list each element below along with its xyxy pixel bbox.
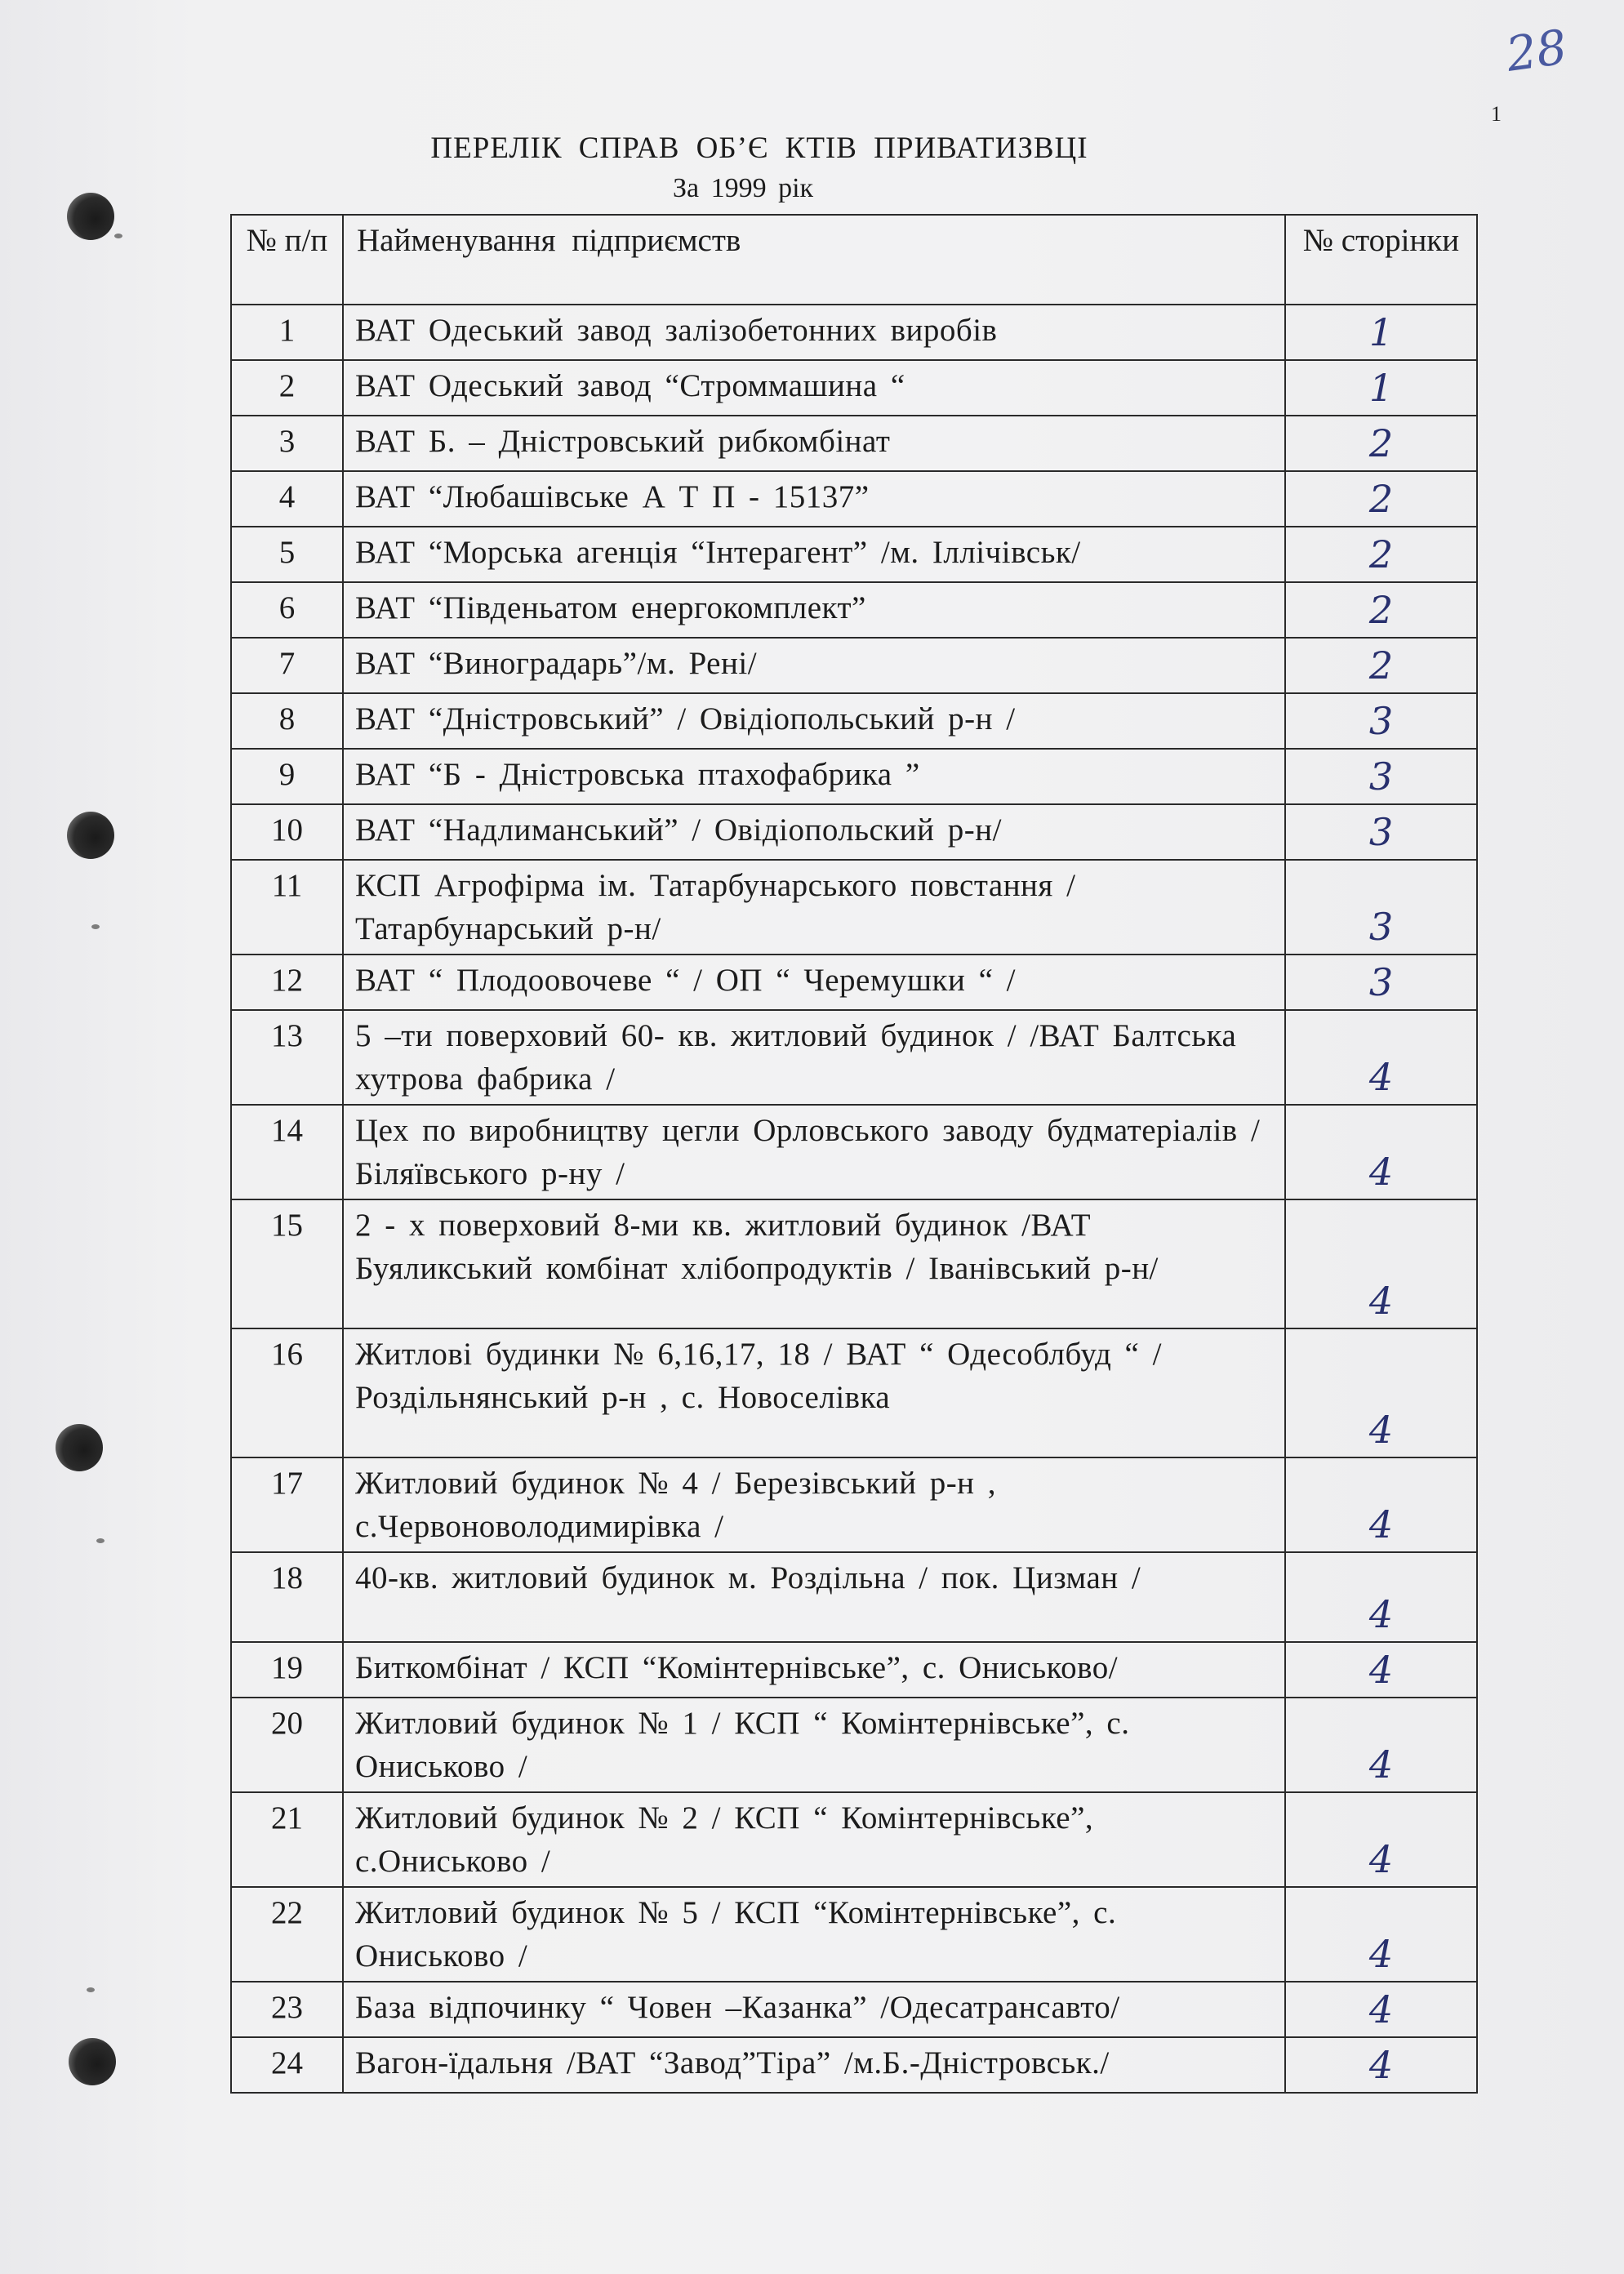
row-number: 24 [231, 2037, 343, 2093]
page-reference: 3 [1285, 749, 1477, 804]
page-reference: 2 [1285, 416, 1477, 471]
document-title: ПЕРЕЛІК СПРАВ ОБ’Є КТІВ ПРИВАТИЗВЦІ [430, 131, 1088, 165]
enterprise-name: ВАТ “Південьатом енергокомплект” [343, 582, 1285, 638]
page-number: 1 [1491, 102, 1502, 126]
enterprise-name: ВАТ “Виноградарь”/м. Рені/ [343, 638, 1285, 693]
paper-speck [87, 1987, 95, 1992]
page-reference: 4 [1285, 1792, 1477, 1887]
page-reference: 3 [1285, 860, 1477, 955]
page-reference: 2 [1285, 471, 1477, 527]
enterprise-name: ВАТ Одеський завод “Строммашина “ [343, 360, 1285, 416]
row-number: 4 [231, 471, 343, 527]
page-reference: 4 [1285, 1887, 1477, 1982]
row-number: 21 [231, 1792, 343, 1887]
table-row [231, 804, 1477, 860]
page-reference: 2 [1285, 638, 1477, 693]
enterprise-name: Житловий будинок № 4 / Березівський р-н , с.Червоноволодимирівка / [343, 1457, 1285, 1552]
table-row [231, 527, 1477, 582]
page-reference: 1 [1285, 360, 1477, 416]
row-number: 22 [231, 1887, 343, 1982]
page-reference: 2 [1285, 527, 1477, 582]
page-reference: 4 [1285, 1105, 1477, 1199]
row-number: 11 [231, 860, 343, 955]
table-row [231, 1010, 1477, 1105]
row-number: 13 [231, 1010, 343, 1105]
page-reference: 4 [1285, 1642, 1477, 1698]
row-number: 7 [231, 638, 343, 693]
paper-speck [114, 234, 122, 238]
row-number: 10 [231, 804, 343, 860]
page-reference: 4 [1285, 2037, 1477, 2093]
punch-hole-top [67, 193, 114, 240]
enterprise-name: Житловий будинок № 2 / КСП “ Комінтернівське”, с.Ониськово / [343, 1792, 1285, 1887]
enterprise-name: ВАТ “Морська агенція “Інтерагент” /м. Іллічівськ/ [343, 527, 1285, 582]
row-number: 23 [231, 1982, 343, 2037]
table-row [231, 2037, 1477, 2093]
table-row [231, 1328, 1477, 1457]
table-row [231, 749, 1477, 804]
table-row [231, 1199, 1477, 1328]
table-row [231, 1982, 1477, 2037]
row-number: 6 [231, 582, 343, 638]
enterprise-name: Цех по виробництву цегли Орловського заводу будматеріалів / Біляївського р-ну / [343, 1105, 1285, 1199]
column-header-page: № сторінки [1285, 215, 1477, 305]
row-number: 12 [231, 955, 343, 1010]
column-header-number: № п/п [231, 215, 343, 305]
row-number: 8 [231, 693, 343, 749]
table-row [231, 471, 1477, 527]
page-reference: 4 [1285, 1457, 1477, 1552]
page-reference: 3 [1285, 693, 1477, 749]
page-reference: 4 [1285, 1328, 1477, 1457]
enterprise-name: ВАТ “Любашівське А Т П - 15137” [343, 471, 1285, 527]
page-reference: 1 [1285, 305, 1477, 360]
table-row [231, 860, 1477, 955]
row-number: 16 [231, 1328, 343, 1457]
table-row [231, 305, 1477, 360]
row-number: 15 [231, 1199, 343, 1328]
enterprise-name: КСП Агрофірма ім. Татарбунарського повстання /Татарбунарський р-н/ [343, 860, 1285, 955]
row-number: 17 [231, 1457, 343, 1552]
table-header-row [231, 215, 1477, 305]
row-number: 20 [231, 1698, 343, 1792]
enterprise-name: Вагон-їдальня /ВАТ “Завод”Тіра” /м.Б.-Дністровськ./ [343, 2037, 1285, 2093]
table-row [231, 955, 1477, 1010]
page-reference: 3 [1285, 955, 1477, 1010]
table-row [231, 582, 1477, 638]
table-row [231, 1457, 1477, 1552]
paper-speck [96, 1538, 105, 1543]
row-number: 3 [231, 416, 343, 471]
table-body [231, 305, 1477, 2093]
row-number: 14 [231, 1105, 343, 1199]
table-row [231, 1642, 1477, 1698]
table-row [231, 1552, 1477, 1642]
row-number: 2 [231, 360, 343, 416]
handwritten-folio-number: 28 [1502, 19, 1571, 82]
page-reference: 4 [1285, 1698, 1477, 1792]
row-number: 5 [231, 527, 343, 582]
enterprise-name: ВАТ “Б - Дністровська птахофабрика ” [343, 749, 1285, 804]
table-row [231, 1792, 1477, 1887]
enterprise-name: База відпочинку “ Човен –Казанка” /Одесатрансавто/ [343, 1982, 1285, 2037]
enterprise-name: ВАТ “Надлиманський” / Овідіопольский р-н/ [343, 804, 1285, 860]
privatization-cases-table [230, 214, 1478, 2094]
page-reference: 4 [1285, 1199, 1477, 1328]
enterprise-name: 2 - х поверховий 8-ми кв. житловий будинок /ВАТ Буяликський комбінат хлібопродуктів / Іванівський р-н/ [343, 1199, 1285, 1328]
enterprise-name: ВАТ “Дністровський” / Овідіопольський р-н / [343, 693, 1285, 749]
enterprise-name: 40-кв. житловий будинок м. Роздільна / пок. Цизман / [343, 1552, 1285, 1642]
enterprise-name: ВАТ Одеський завод залізобетонних виробів [343, 305, 1285, 360]
enterprise-name: ВАТ Б. – Дністровський рибкомбінат [343, 416, 1285, 471]
page-reference: 3 [1285, 804, 1477, 860]
table-row [231, 360, 1477, 416]
row-number: 9 [231, 749, 343, 804]
row-number: 1 [231, 305, 343, 360]
page-reference: 4 [1285, 1982, 1477, 2037]
enterprise-name: 5 –ти поверховий 60- кв. житловий будинок / /ВАТ Балтська хутрова фабрика / [343, 1010, 1285, 1105]
page-reference: 2 [1285, 582, 1477, 638]
enterprise-name: Житлові будинки № 6,16,17, 18 / ВАТ “ Одесоблбуд “ / Роздільнянський р-н , с. Новоселівка [343, 1328, 1285, 1457]
table-row [231, 1887, 1477, 1982]
enterprise-name: Биткомбінат / КСП “Комінтернівське”, с. Ониськово/ [343, 1642, 1285, 1698]
table-row [231, 693, 1477, 749]
page-reference: 4 [1285, 1010, 1477, 1105]
page-reference: 4 [1285, 1552, 1477, 1642]
table-row [231, 416, 1477, 471]
enterprise-name: Житловий будинок № 1 / КСП “ Комінтернівське”, с. Ониськово / [343, 1698, 1285, 1792]
row-number: 19 [231, 1642, 343, 1698]
table-row [231, 638, 1477, 693]
paper-speck [91, 924, 100, 929]
table-row [231, 1698, 1477, 1792]
punch-hole-middle [67, 812, 114, 859]
enterprise-name: Житловий будинок № 5 / КСП “Комінтернівське”, с. Ониськово / [343, 1887, 1285, 1982]
document-subtitle: За 1999 рік [672, 173, 814, 203]
table-row [231, 1105, 1477, 1199]
column-header-name: Найменування підприємств [343, 215, 1285, 305]
punch-hole-bottom [69, 2038, 116, 2085]
row-number: 18 [231, 1552, 343, 1642]
enterprise-name: ВАТ “ Плодоовочеве “ / ОП “ Черемушки “ / [343, 955, 1285, 1010]
punch-hole-lower [56, 1424, 103, 1471]
